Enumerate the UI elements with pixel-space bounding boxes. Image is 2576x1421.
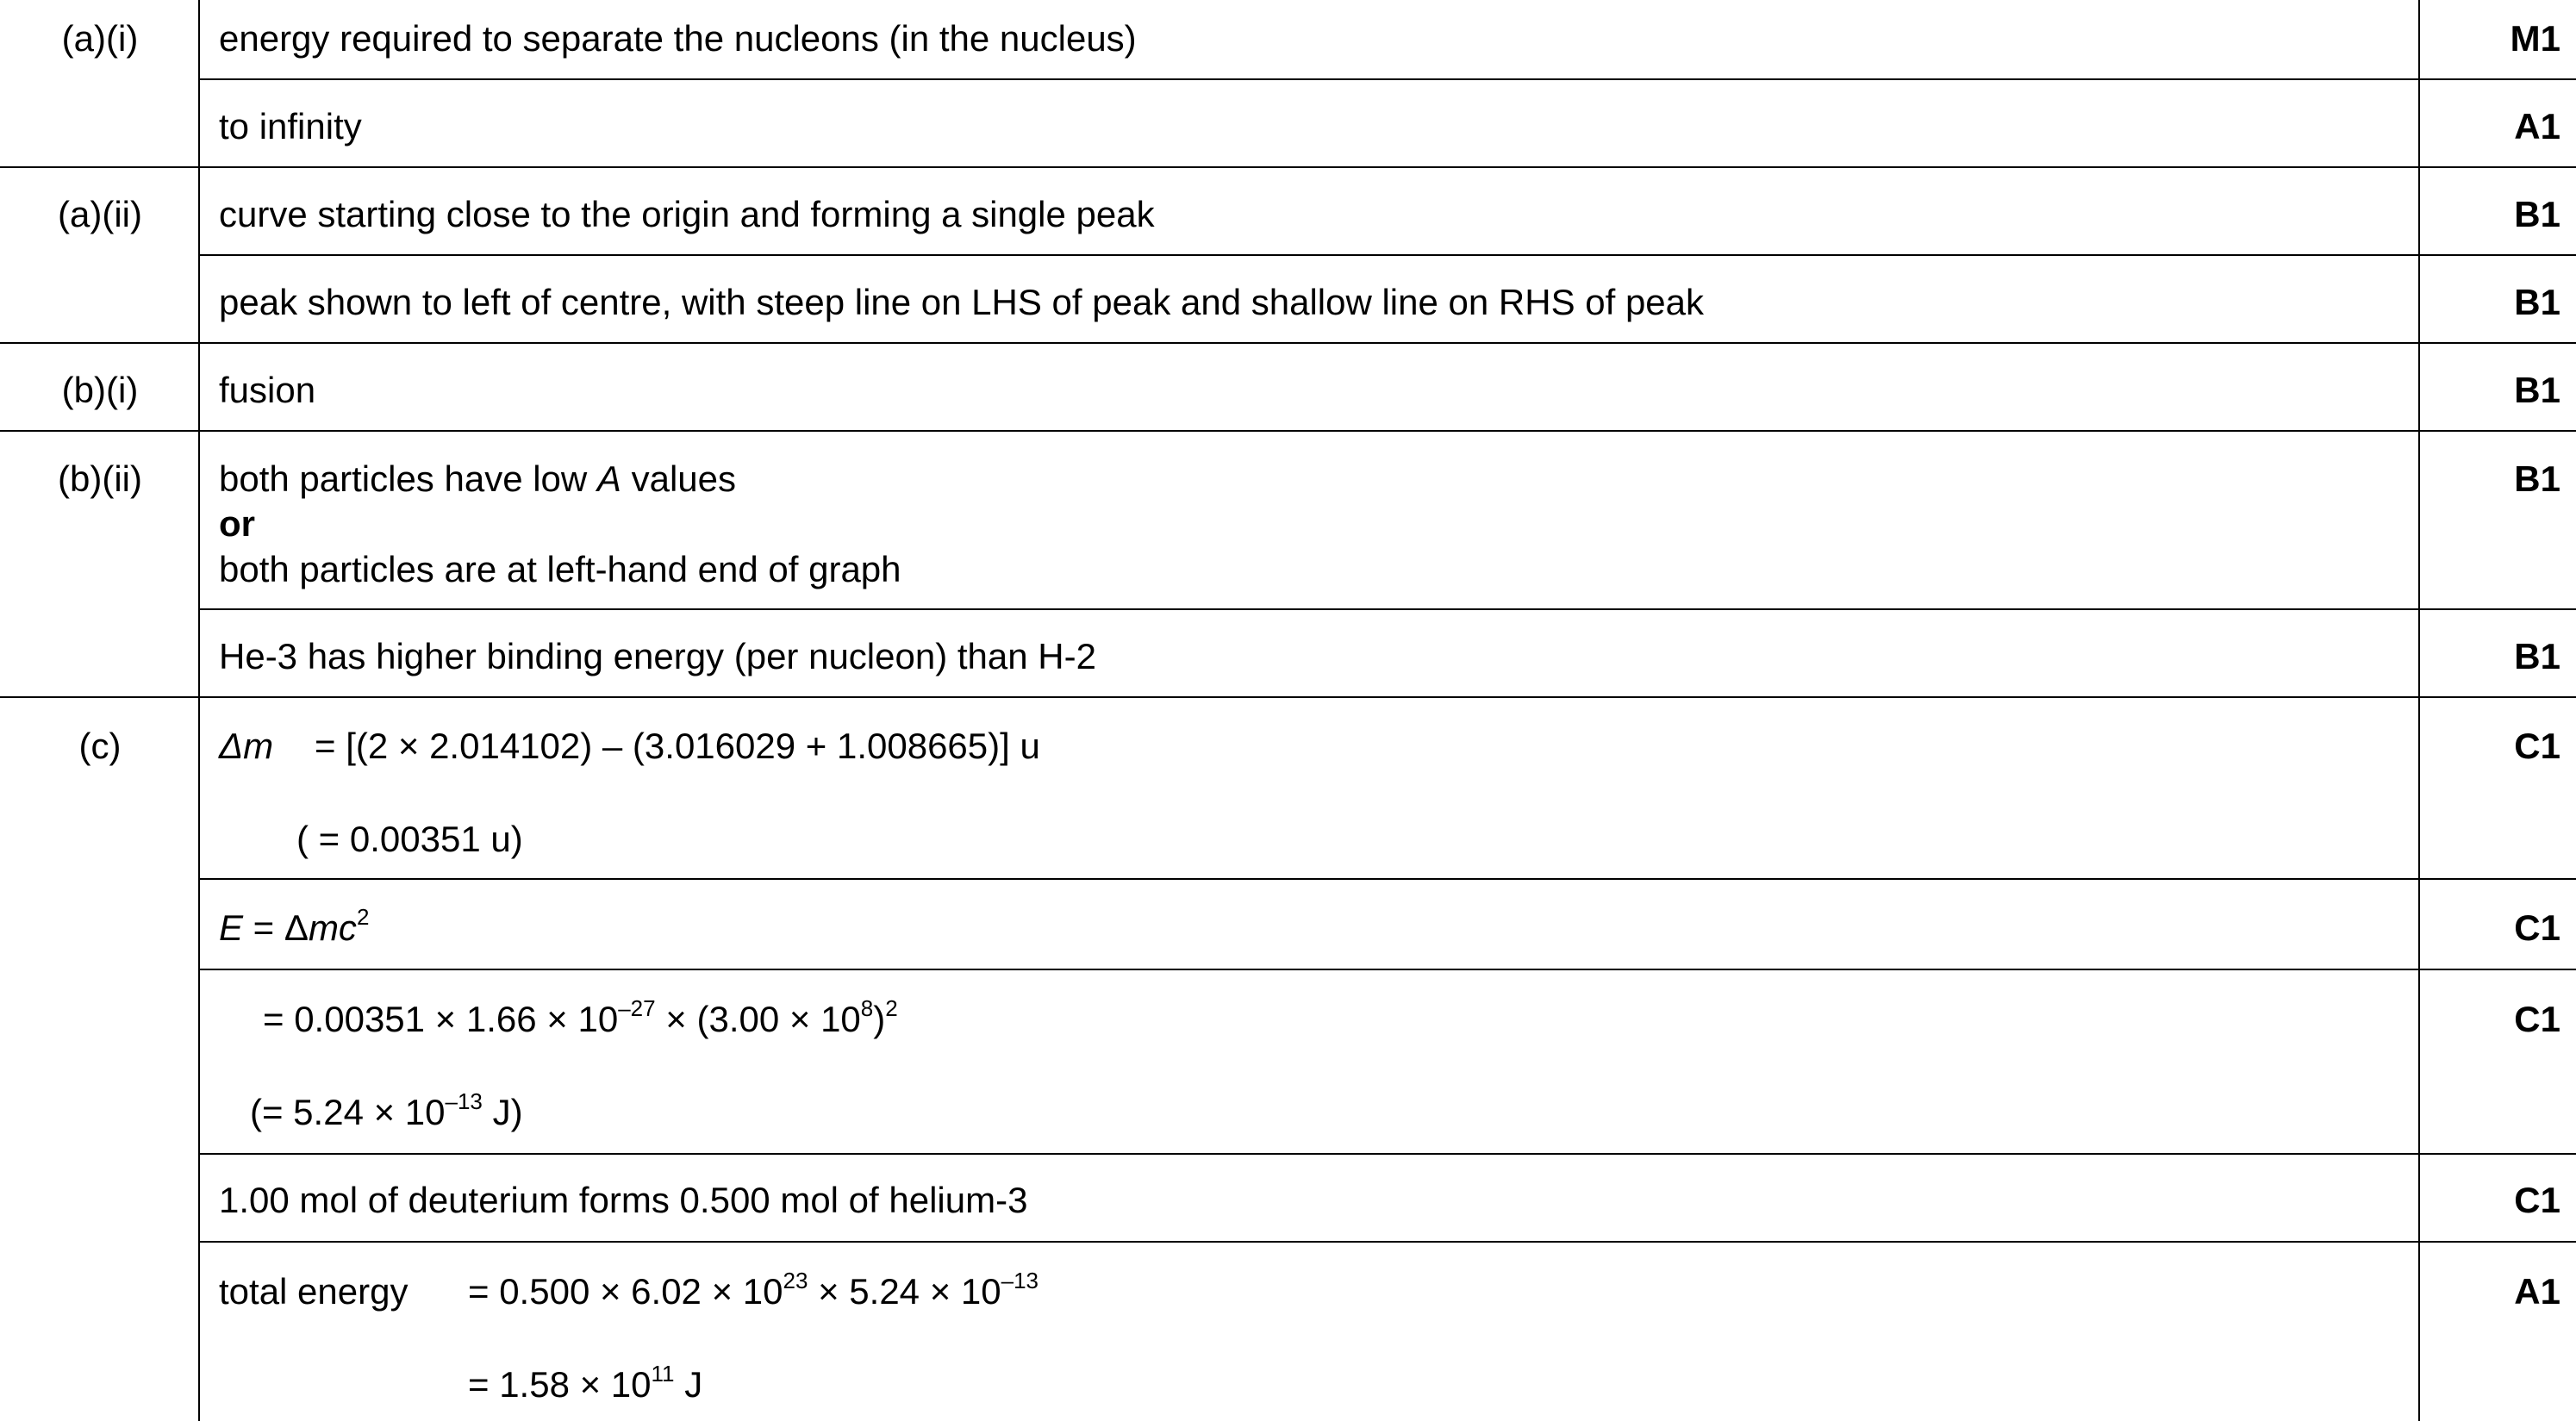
- answer-text: peak shown to left of centre, with steep line on LHS of peak and shallow line on RHS of peak: [219, 282, 1705, 322]
- row-divider: [0, 430, 2576, 432]
- row-divider: [198, 78, 2576, 80]
- question-number: (a)(ii): [58, 194, 142, 234]
- answer-text: fusion: [219, 370, 316, 410]
- delta-m-equation: = [(2 × 2.014102) – (3.016029 + 1.008665)] u: [315, 726, 1040, 766]
- row-divider: [0, 342, 2576, 344]
- energy-equation: E = Δmc$^2$: [219, 904, 370, 948]
- row-divider: [198, 1241, 2576, 1243]
- variable-a: A: [596, 458, 621, 499]
- mark-code: C1: [2514, 726, 2560, 766]
- mark-code: A1: [2514, 1271, 2560, 1312]
- total-energy-calculation: = $0.500 \times 6.02 \times 10^{23} \times 5.24 \times 10^{-13}$: [468, 1268, 1039, 1312]
- row-divider: [198, 969, 2576, 970]
- mark-code: C1: [2514, 907, 2560, 948]
- row-divider: [0, 166, 2576, 168]
- answer-text: 1.00 mol of deuterium forms 0.500 mol of helium-3: [219, 1180, 1028, 1220]
- answer-text: He-3 has higher binding energy (per nucleon) than H-2: [219, 636, 1096, 676]
- answer-text: energy required to separate the nucleons (in the nucleus): [219, 18, 1137, 59]
- answer-text: to infinity: [219, 106, 362, 146]
- row-divider: [198, 254, 2576, 256]
- row-divider: [198, 608, 2576, 610]
- row-divider: [198, 878, 2576, 880]
- mark-code: B1: [2514, 282, 2560, 322]
- column-divider-right: [2418, 0, 2420, 1421]
- mark-code: B1: [2514, 458, 2560, 499]
- or-connector: or: [219, 503, 255, 544]
- delta-m-value: ( = 0.00351 u): [296, 819, 523, 859]
- mark-code: A1: [2514, 106, 2560, 146]
- total-energy-result: = $1.58 \times 10^{11}$ J: [468, 1361, 703, 1405]
- mark-code: M1: [2510, 18, 2560, 59]
- mark-code: B1: [2514, 370, 2560, 410]
- answer-text: curve starting close to the origin and forming a single peak: [219, 194, 1155, 234]
- variable-e: E: [219, 907, 244, 948]
- question-number: (a)(i): [61, 18, 139, 59]
- answer-text-part: both particles have low: [219, 458, 597, 499]
- answer-text-part: values: [621, 458, 737, 499]
- answer-text: [219, 458, 737, 499]
- energy-result: (= $5.24 \times 10^{-13}$ J): [250, 1088, 523, 1132]
- mark-code: B1: [2514, 636, 2560, 676]
- row-divider: [0, 696, 2576, 698]
- delta-m-symbol: Δm: [219, 726, 274, 766]
- answer-text: both particles are at left-hand end of graph: [219, 549, 901, 589]
- mark-code: C1: [2514, 999, 2560, 1039]
- mark-code: C1: [2514, 1180, 2560, 1220]
- question-number: (b)(i): [61, 370, 139, 410]
- question-number: (c): [78, 726, 122, 766]
- row-divider: [198, 1153, 2576, 1155]
- question-number: (b)(ii): [58, 458, 142, 499]
- mark-code: B1: [2514, 194, 2560, 234]
- energy-calculation: = $0.00351 \times 1.66 \times 10^{-27} \times (3.00 \times 10^8)^2$: [263, 995, 898, 1039]
- total-energy-label: total energy: [219, 1271, 409, 1312]
